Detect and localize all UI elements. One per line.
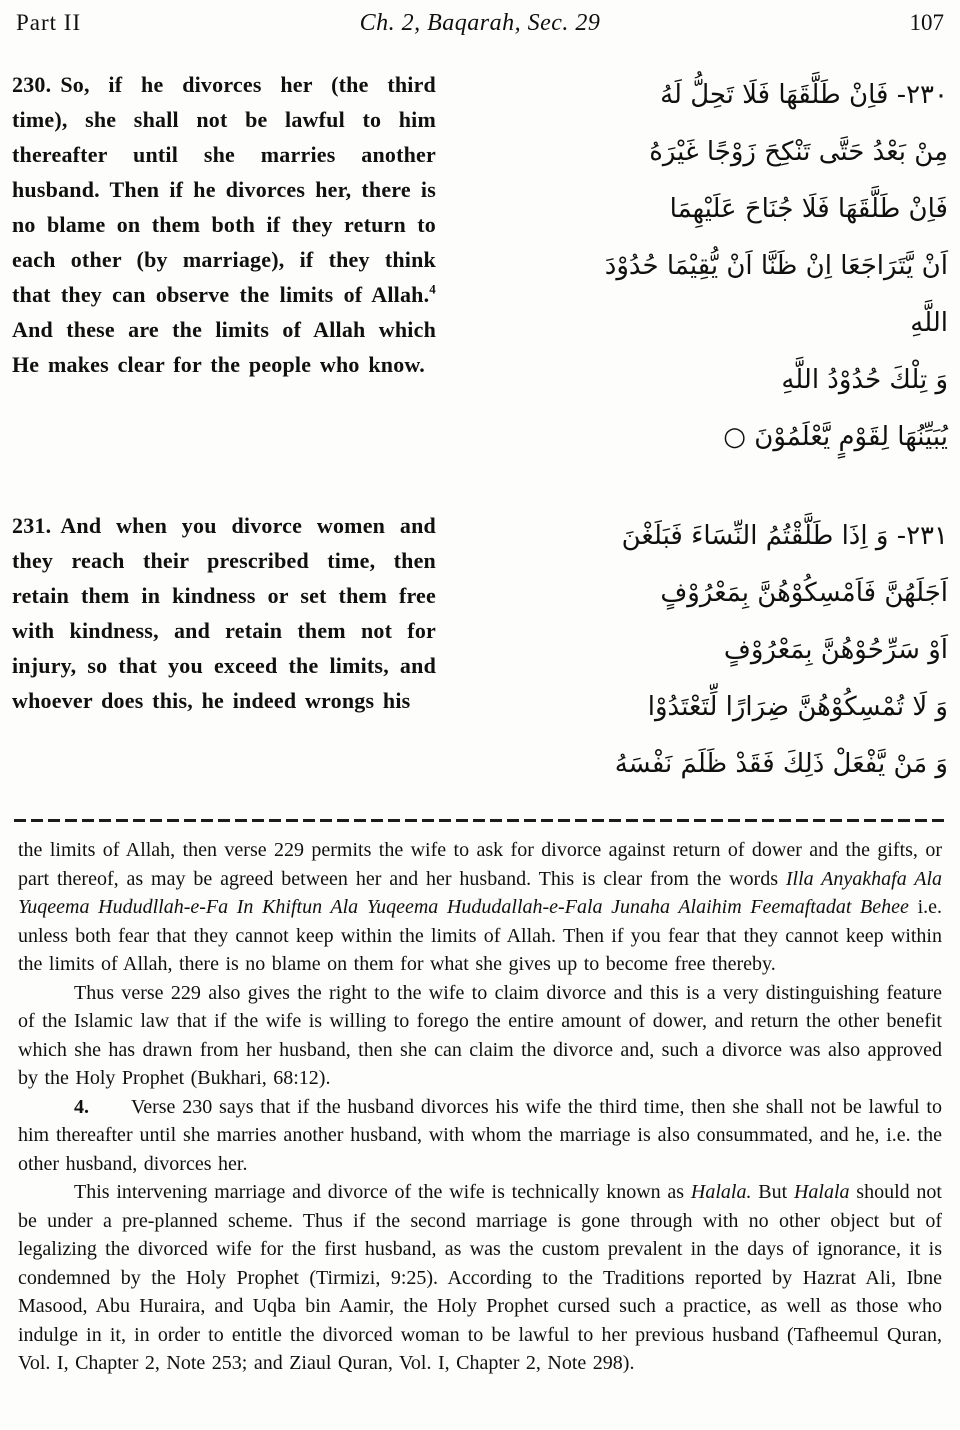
arabic-line: فَاِنْ طَلَّقَهَا فَلَا جُنَاحَ عَلَيْهِمَا xyxy=(669,194,948,224)
verse-231-english xyxy=(12,508,436,793)
footnote-text: i.e. unless both fear that they cannot keep within the limits of Allah. Then if you fear that they cannot keep within the limits of Allah, there is no blame on them for what she gives up to become free thereby. xyxy=(18,896,942,975)
arabic-line: ۲۳۱- وَ اِذَا طَلَّقْتُمُ النِّسَاءَ فَبَلَغْنَ xyxy=(621,521,948,551)
footnote-separator xyxy=(14,819,946,822)
part-label: Part II xyxy=(16,10,82,35)
footnote-text: This intervening marriage and divorce of the wife is technically known as xyxy=(74,1181,691,1203)
verse-231-number: 231. xyxy=(12,513,52,538)
footnotes-section xyxy=(12,832,948,1378)
footnote-term-halala: Halala xyxy=(793,1181,850,1203)
verses-section xyxy=(12,67,948,805)
verse-231-text: And when you divorce women and they reach their prescribed time, then retain them in kindness or set them free with kindness, and retain them not for injury, so that you exceed the limits, and whoever does this, he indeed wrongs his xyxy=(12,513,436,713)
verse-230-row xyxy=(12,67,948,466)
arabic-line: اَوْ سَرِّحُوْهُنَّ بِمَعْرُوْفٍ xyxy=(723,635,948,665)
footnote-transliteration: Illa Anyakhafa Ala Yuqeema Hududllah-e-Fa In Khiftun Ala Yuqeema Hududallah-e-Fala Junaha Alaihim Feemaftadat Behee xyxy=(18,867,942,918)
arabic-line: مِنْ بَعْدُ حَتَّى تَنْكِحَ زَوْجًا غَيْرَهُ xyxy=(649,137,948,167)
footnote-text: Verse 230 says that if the husband divorces his wife the third time, then she shall not be lawful to him thereafter until she marries another husband, with whom the marriage is also consummated, and he, i.e. the other husband, divorces her. xyxy=(18,1095,942,1175)
page-header xyxy=(12,8,948,37)
arabic-line: اللَّهِ xyxy=(910,308,948,338)
footnote-text: should not be under a pre-planned scheme. Thus if the second marriage is gone through with no other object but of legalizing the divorced wife for the first husband, as was the custom prevalent in the days of ignorance, it is condemned by the Holy Prophet (Tirmizi, 9:25). According to the Traditions reported by Hazrat Ali, Ibne Masood, Abu Huraira, and Uqba bin Aamir, the Holy Prophet cursed such a practice, as well as those who indulge in it, in order to entitle the divorced woman to be lawful to her previous husband (Tafheemul Quran, Vol. I, Chapter 2, Note 253; and Ziaul Quran, Vol. I, Chapter 2, Note 298). xyxy=(18,1181,942,1374)
footnote-paragraph xyxy=(18,979,942,1093)
footnote-paragraph-4 xyxy=(18,1093,942,1179)
footnote-text: the limits of Allah, then verse 229 permits the wife to ask for divorce against return of dower and the gifts, or part thereof, as may be agreed between her and her husband. This is clear from the words xyxy=(18,839,942,890)
chapter-title: Ch. 2, Baqarah, Sec. 29 xyxy=(359,10,601,36)
verse-230-english xyxy=(12,67,436,466)
verse-231-arabic xyxy=(436,508,948,793)
footnote-ref-4: 4 xyxy=(429,281,436,297)
arabic-line: ۲۳۰- فَاِنْ طَلَّقَهَا فَلَا تَحِلُّ لَهُ xyxy=(660,80,948,110)
verse-230-number: 230. xyxy=(12,72,52,97)
arabic-line: وَ مَنْ يَّفْعَلْ ذَلِكَ فَقَدْ ظَلَمَ نَفْسَهُ xyxy=(614,749,948,779)
footnote-text: But xyxy=(751,1181,794,1203)
page-number: 107 xyxy=(909,10,944,35)
verse-231-row xyxy=(12,508,948,793)
footnote-term-halala: Halala. xyxy=(690,1181,752,1203)
verse-230-text: So, if he divorces her (the third time), she shall not be lawful to him thereafter until she marries another husband. Then if he divorces her, there is no blame on them both if they return to each other (by marriage), if they think that they can observe the limits of Allah. xyxy=(12,72,436,307)
arabic-line: وَ لَا تُمْسِكُوْهُنَّ ضِرَارًا لِّتَعْتَدُوْا xyxy=(647,692,948,722)
footnote-number: 4. xyxy=(74,1095,89,1118)
arabic-line: وَ تِلْكَ حُدُوْدُ اللَّهِ xyxy=(781,365,948,395)
arabic-line: اَنْ يَّتَرَاجَعَا اِنْ ظَنَّا اَنْ يُّقِيْمَا حُدُوْدَ xyxy=(604,251,948,281)
footnote-paragraph-continuation xyxy=(18,836,942,979)
footnote-text: Thus verse 229 also gives the right to the wife to claim divorce and this is a very distinguishing feature of the Islamic law that if the wife is willing to forego the entire amount of dower, and return the other benefit which she has drawn from her husband, then she can claim the divorce and, such a divorce was also approved by the Holy Prophet (Bukhari, 68:12). xyxy=(18,981,942,1089)
footnote-paragraph xyxy=(18,1178,942,1378)
arabic-line-with-verse-end-marker: يُبَيِّنُهَا لِقَوْمٍ يَّعْلَمُوْنَ ○ xyxy=(723,422,948,452)
verse-230-arabic xyxy=(436,67,948,466)
arabic-line: اَجَلَهُنَّ فَاَمْسِكُوْهُنَّ بِمَعْرُوْفٍ xyxy=(660,578,948,608)
verse-230-text-after: And these are the limits of Allah which He makes clear for the people who know. xyxy=(12,317,436,377)
